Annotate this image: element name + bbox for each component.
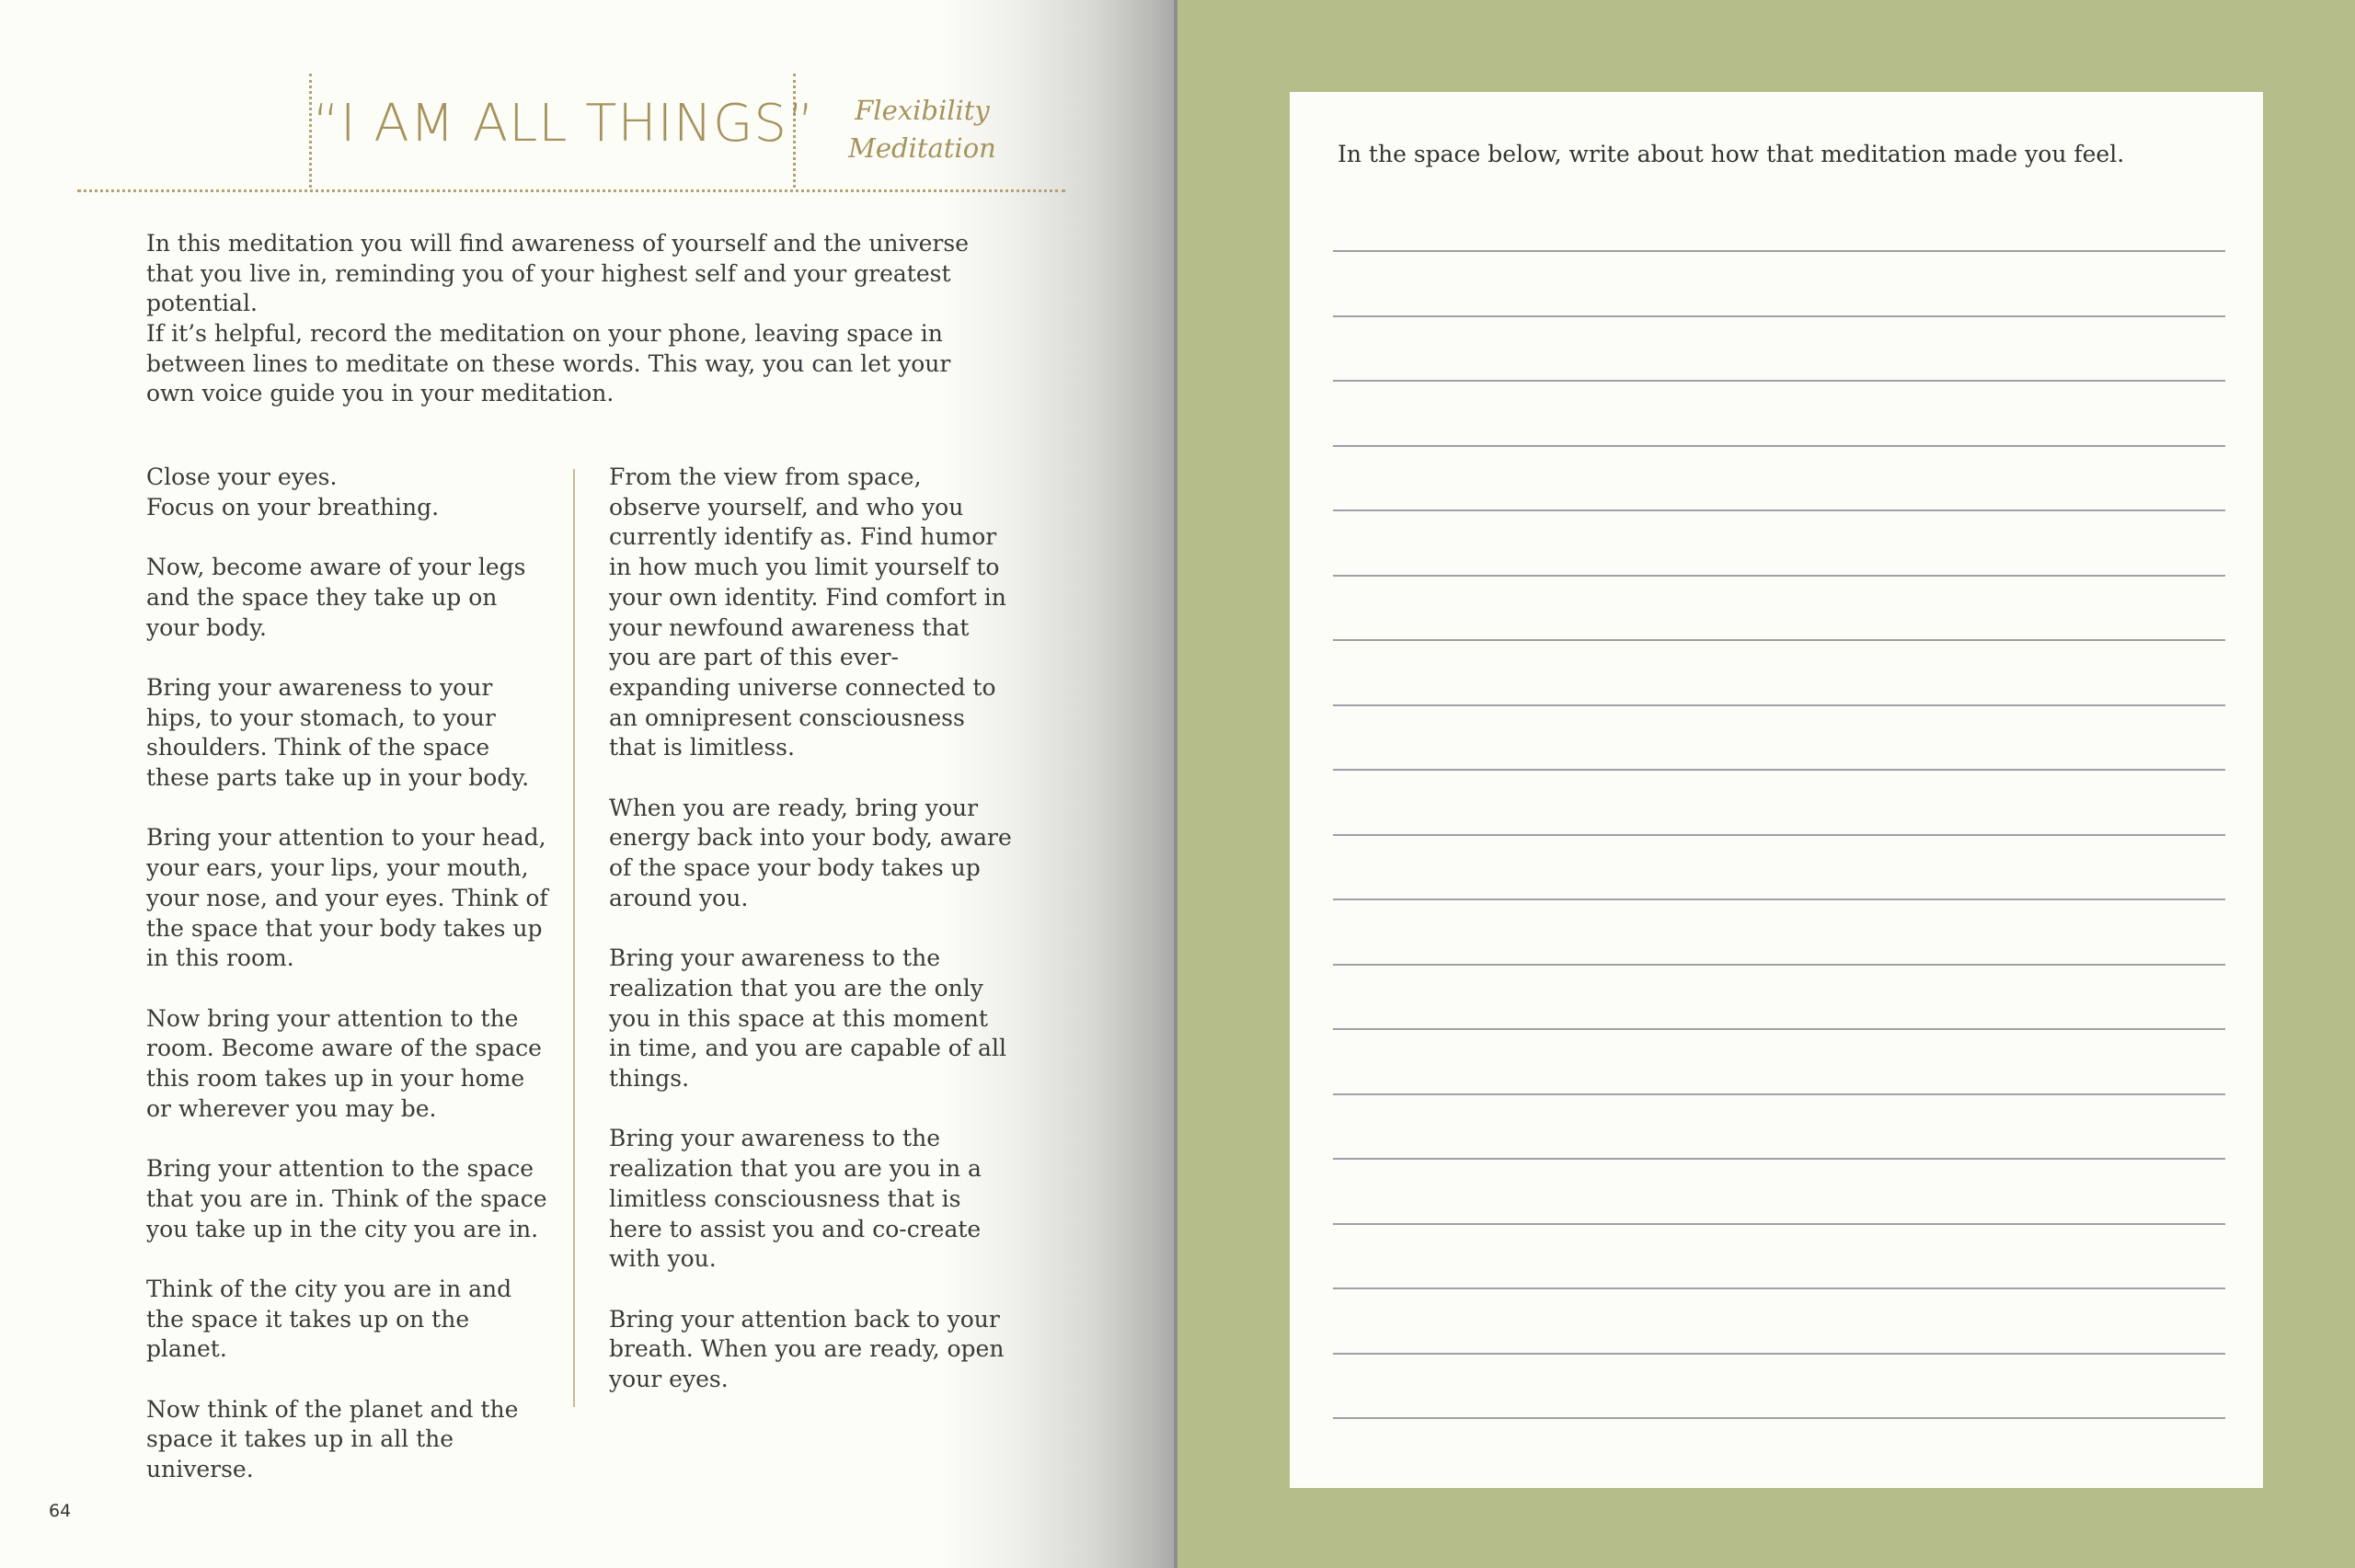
writing-line[interactable]: [1333, 964, 2225, 966]
journal-prompt: In the space below, write about how that meditation made you feel.: [1338, 141, 2125, 167]
writing-line[interactable]: [1333, 250, 2225, 252]
writing-line[interactable]: [1333, 1158, 2225, 1160]
writing-line[interactable]: [1333, 1353, 2225, 1355]
column1-paragraph: Now bring your attention to the room. Become aware of the space this room takes up in your home or wherever you may be.: [146, 1004, 542, 1122]
header-divider-left: [309, 74, 312, 188]
writing-line[interactable]: [1333, 1417, 2225, 1419]
column1-line-close-eyes: Close your eyes.: [146, 464, 338, 490]
writing-line[interactable]: [1333, 380, 2225, 382]
writing-line[interactable]: [1333, 769, 2225, 771]
column2-paragraph: Bring your awareness to the realization that you are you in a limitless consciousness that is here to assist you and co-create with you.: [609, 1125, 982, 1273]
writing-line[interactable]: [1333, 1223, 2225, 1225]
writing-line[interactable]: [1333, 639, 2225, 641]
column1-line-focus: Focus on your breathing.: [146, 493, 440, 521]
page-title: “I AM ALL THINGS”: [313, 94, 815, 154]
column2-paragraph: Bring your attention back to your breath. When you are ready, open your eyes.: [609, 1305, 1005, 1393]
column-divider: [573, 469, 575, 1407]
column2-paragraph: From the view from space, observe yourself, and who you currently identify as. Find humor in how much you limit yourself to your own identity. Find comfort in your newfound awareness that you are part of this ever-expanding universe connected to an omnipresent consciousness that is limitless.: [609, 464, 1006, 761]
column1-paragraph: Bring your attention to your head, your ears, your lips, your mouth, your nose, and your eyes. Think of the space that your body takes up in this room.: [146, 824, 548, 972]
column1-paragraph: [146, 463, 551, 522]
writing-line[interactable]: [1333, 315, 2225, 317]
column1-paragraph: Bring your awareness to your hips, to your stomach, to your shoulders. Think of the space these parts take up in your body.: [146, 673, 530, 791]
page-subtitle: [810, 92, 1035, 167]
writing-line[interactable]: [1333, 704, 2225, 706]
right-page: [1178, 0, 2355, 1568]
column1-paragraph: Now think of the planet and the space it takes up in all the universe.: [146, 1395, 519, 1483]
writing-line[interactable]: [1333, 834, 2225, 836]
column2-paragraph: Bring your awareness to the realization that you are the only you in this space at this moment in time, and you are capable of all things.: [609, 944, 1006, 1093]
writing-line[interactable]: [1333, 445, 2225, 447]
subtitle-line-2: Meditation: [848, 132, 996, 164]
writing-line[interactable]: [1333, 1028, 2225, 1030]
writing-line[interactable]: [1333, 509, 2225, 511]
intro-paragraph-1: In this meditation you will find awareness of yourself and the universe that you live in, reminding you of your highest self and your greatest potential.: [146, 230, 970, 317]
meditation-column-2: [609, 463, 1014, 1425]
intro-paragraph-2: If it’s helpful, record the meditation on your phone, leaving space in between lines to meditate on these words. This way, you can let your own voice guide you in your meditation.: [146, 320, 951, 407]
left-page: [0, 0, 1176, 1568]
column1-paragraph: Now, become aware of your legs and the space they take up on your body.: [146, 554, 526, 641]
header-underline: [77, 189, 1065, 192]
meditation-column-1: [146, 463, 551, 1515]
journal-card: [1290, 92, 2263, 1488]
column1-paragraph: Bring your attention to the space that you are in. Think of the space you take up in the city you are in.: [146, 1155, 547, 1242]
writing-line[interactable]: [1333, 575, 2225, 577]
writing-line[interactable]: [1333, 1288, 2225, 1289]
subtitle-line-1: Flexibility: [855, 95, 990, 126]
writing-lines: [1333, 250, 2225, 1482]
writing-line[interactable]: [1333, 898, 2225, 900]
column2-paragraph: When you are ready, bring your energy back into your body, aware of the space your body takes up around you.: [609, 794, 1012, 911]
writing-line[interactable]: [1333, 1093, 2225, 1095]
column1-paragraph: Think of the city you are in and the space it takes up on the planet.: [146, 1275, 512, 1363]
page-number: 64: [49, 1501, 72, 1521]
